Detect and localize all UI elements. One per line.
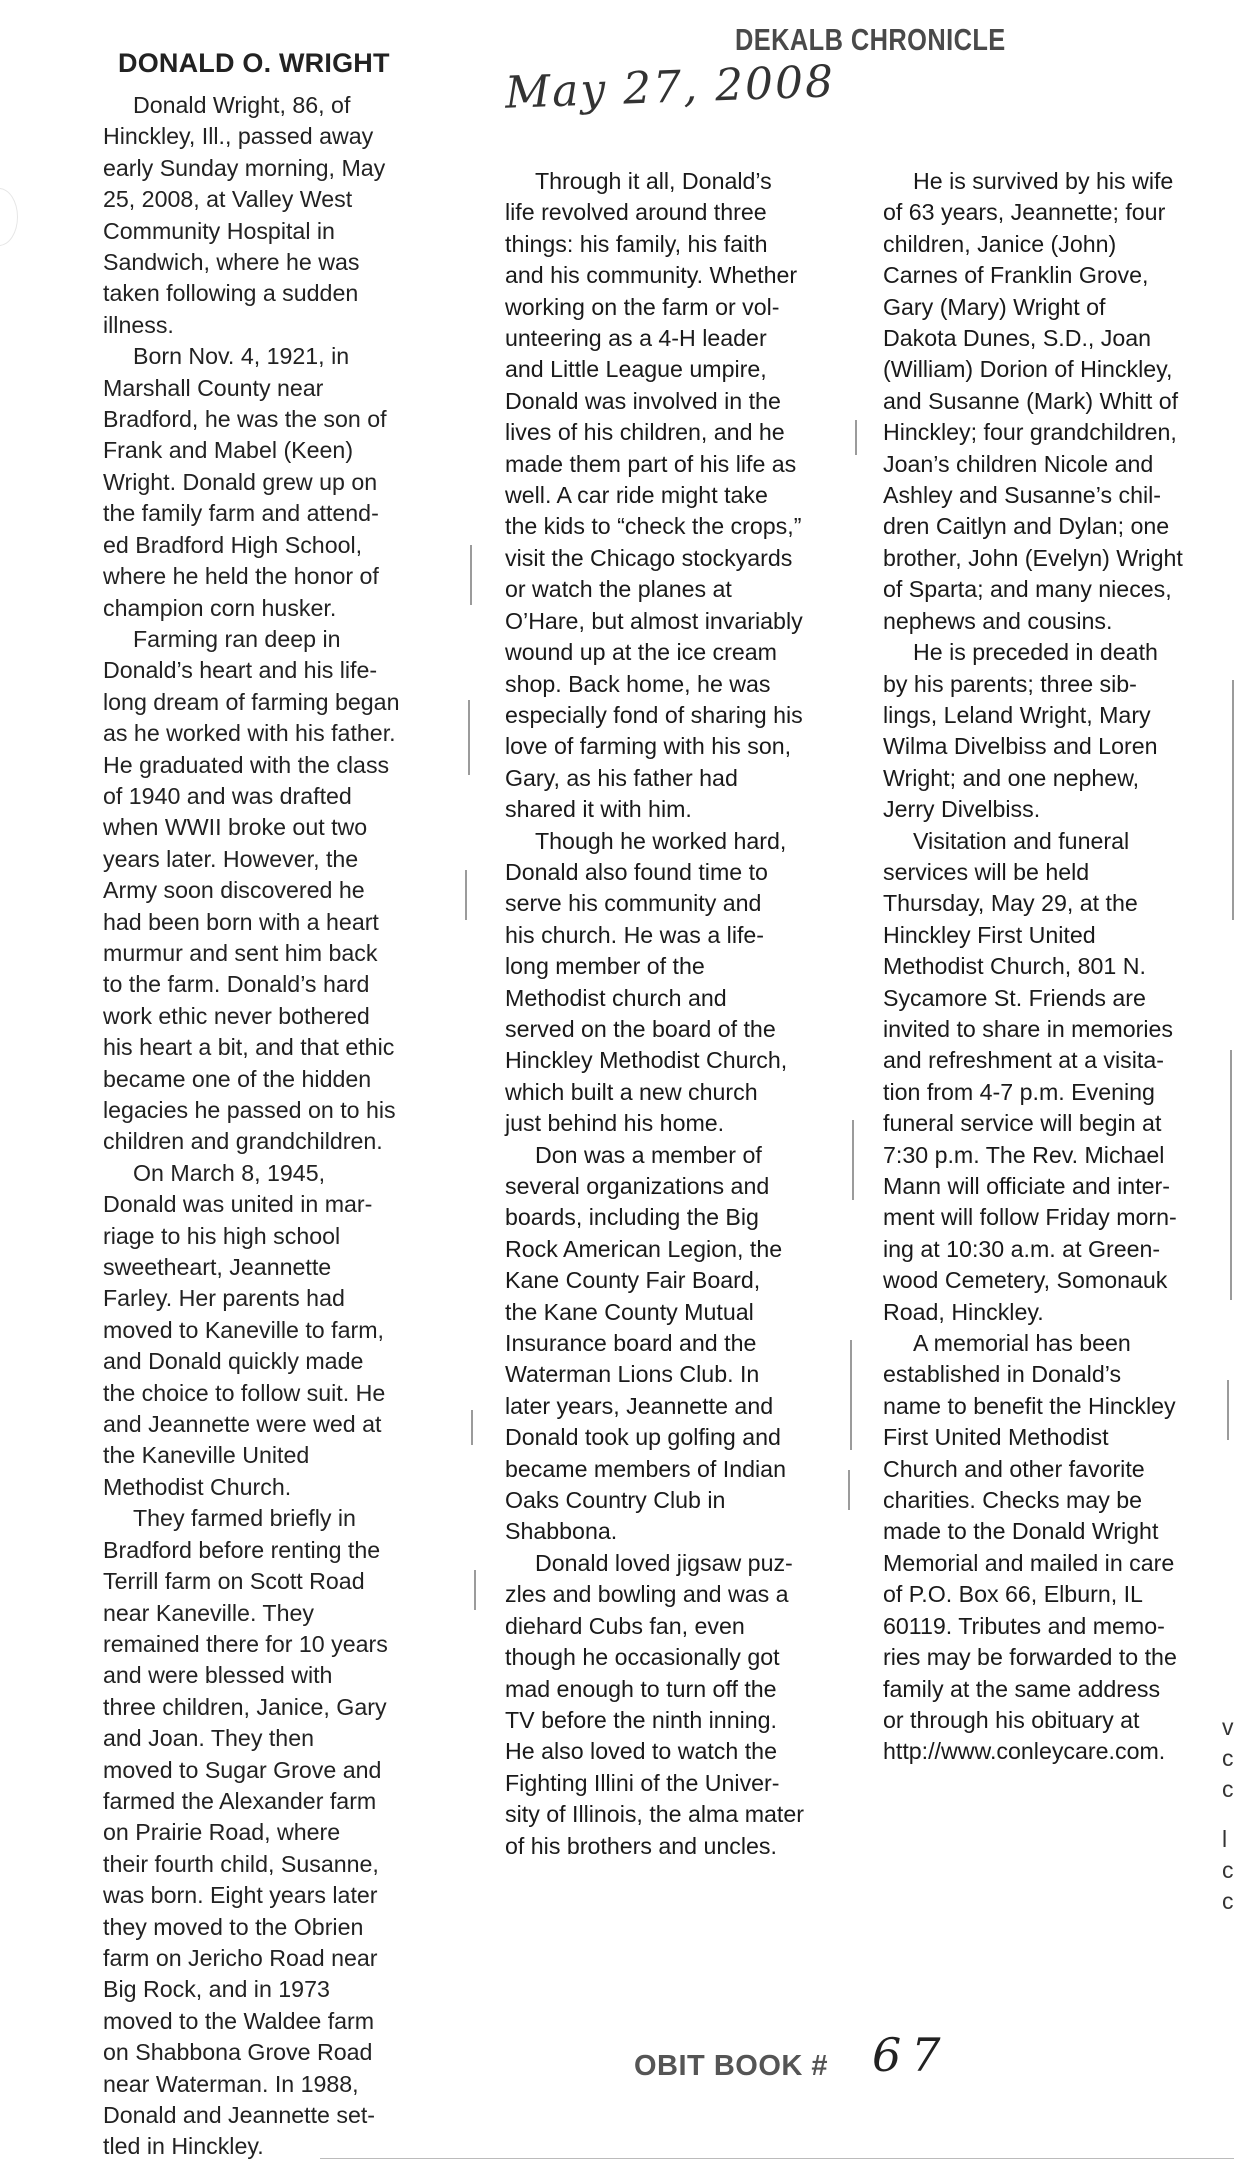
text-line: Methodist church and xyxy=(505,984,727,1011)
text-line: had been born with a heart xyxy=(103,908,379,935)
text-line: just behind his home. xyxy=(505,1110,725,1137)
text-line: love of farming with his son, xyxy=(505,733,792,760)
text-line: Kane County Fair Board, xyxy=(505,1267,761,1294)
text-line: Dakota Dunes, S.D., Joan xyxy=(883,325,1152,352)
text-line: years later. However, the xyxy=(103,845,359,872)
text-line: later years, Jeannette and xyxy=(505,1392,774,1419)
text-line: Fighting Illini of the Univer- xyxy=(505,1769,780,1796)
text-line: ing at 10:30 a.m. at Green- xyxy=(883,1235,1161,1262)
text-line: shop. Back home, he was xyxy=(505,670,771,697)
paragraph-first-line: Through it all, Donald’s xyxy=(535,168,772,194)
edge-text-fragment: c xyxy=(1222,1745,1234,1771)
text-line: Frank and Mabel (Keen) xyxy=(103,437,354,464)
paragraph-first-line: Donald loved jigsaw puz- xyxy=(535,1549,793,1576)
text-line: Army soon discovered he xyxy=(103,877,365,904)
text-line: several organizations and xyxy=(505,1173,770,1199)
text-line: (William) Dorion of Hinckley, xyxy=(883,356,1173,383)
text-line: children and grandchildren. xyxy=(103,1128,383,1155)
text-line: his heart a bit, and that ethic xyxy=(103,1034,395,1061)
text-line: wood Cemetery, Somonauk xyxy=(883,1267,1168,1294)
text-line: Community Hospital in xyxy=(103,217,335,244)
text-line: on Shabbona Grove Road xyxy=(103,2039,373,2066)
text-line: of P.O. Box 66, Elburn, IL xyxy=(883,1581,1143,1608)
paragraph-first-line: He is survived by his wife xyxy=(913,168,1174,194)
text-line: Terrill farm on Scott Road xyxy=(103,1568,365,1595)
text-line: especially fond of sharing his xyxy=(505,701,803,728)
text-line: well. A car ride might take xyxy=(505,482,768,509)
text-line: 60119. Tributes and memo- xyxy=(883,1612,1165,1639)
text-line: of Sparta; and many nieces, xyxy=(883,576,1172,603)
text-line: Carnes of Franklin Grove, xyxy=(883,262,1149,289)
handwritten-date: May 27, 2008 xyxy=(504,56,836,119)
text-line: Church and other favorite xyxy=(883,1455,1145,1482)
text-line: the Kaneville United xyxy=(103,1442,310,1469)
text-line: Donald was united in mar- xyxy=(103,1191,373,1218)
text-line: children, Janice (John) xyxy=(883,230,1117,257)
paragraph-first-line: He is preceded in death xyxy=(913,639,1158,666)
text-line: long dream of farming began xyxy=(103,688,400,715)
text-line: the kids to “check the crops,” xyxy=(505,513,802,540)
text-line: tled in Hinckley. xyxy=(103,2133,264,2160)
text-line: and his community. Whether xyxy=(505,262,798,289)
text-line: ment will follow Friday morn- xyxy=(883,1204,1177,1231)
paragraph-first-line: Though he worked hard, xyxy=(535,827,787,854)
text-line: Donald and Jeannette set- xyxy=(103,2102,376,2128)
bottom-rule xyxy=(320,2158,1234,2159)
text-line: diehard Cubs fan, even xyxy=(505,1612,745,1639)
paragraph-first-line: Visitation and funeral xyxy=(913,827,1130,854)
column-rule xyxy=(470,545,472,605)
text-line: Road, Hinckley. xyxy=(883,1298,1044,1325)
text-line: Sandwich, where he was xyxy=(103,249,360,276)
text-line: long member of the xyxy=(505,953,705,980)
text-line: brother, John (Evelyn) Wright xyxy=(883,544,1183,571)
handwritten-book-number: 67 xyxy=(872,2028,951,2082)
text-line: which built a new church xyxy=(505,1078,758,1105)
text-line: of his brothers and uncles. xyxy=(505,1832,777,1859)
text-line: He graduated with the class xyxy=(103,751,390,778)
text-line: and refreshment at a visita- xyxy=(883,1047,1164,1074)
text-line: O’Hare, but almost invariably xyxy=(505,607,803,634)
text-line: Memorial and mailed in care xyxy=(883,1549,1175,1576)
scan-artifact-circle xyxy=(0,188,18,246)
text-line: they moved to the Obrien xyxy=(103,1913,364,1940)
text-line: services will be held xyxy=(883,858,1090,885)
text-line: or watch the planes at xyxy=(505,576,732,603)
text-line: Jerry Divelbiss. xyxy=(883,796,1041,823)
text-line: murmur and sent him back xyxy=(103,939,378,966)
column-rule xyxy=(465,870,467,920)
paragraph-first-line: They farmed briefly in xyxy=(133,1505,356,1532)
text-line: lives of his children, and he xyxy=(505,419,785,446)
text-line: Waterman Lions Club. In xyxy=(505,1361,760,1388)
text-line: their fourth child, Susanne, xyxy=(103,1850,379,1877)
text-line: things: his family, his faith xyxy=(505,230,768,257)
text-line: on Prairie Road, where xyxy=(103,1819,341,1846)
text-line: established in Donald’s xyxy=(883,1361,1122,1388)
text-line: lings, Leland Wright, Mary xyxy=(883,701,1151,728)
text-line: and Susanne (Mark) Whitt of xyxy=(883,387,1179,414)
text-line: illness. xyxy=(103,311,174,338)
text-line: made them part of his life as xyxy=(505,450,797,477)
column-rule xyxy=(471,1410,473,1445)
column-rule xyxy=(474,1570,476,1610)
text-line: made to the Donald Wright xyxy=(883,1518,1159,1545)
text-line: riage to his high school xyxy=(103,1222,341,1249)
text-line: sweetheart, Jeannette xyxy=(103,1254,332,1281)
text-line: served on the board of the xyxy=(505,1015,776,1042)
text-line: Wright; and one nephew, xyxy=(883,764,1140,791)
text-line: the family farm and attend- xyxy=(103,500,379,527)
text-line: was born. Eight years later xyxy=(103,1882,378,1909)
text-line: Gary, as his father had xyxy=(505,764,738,791)
text-line: early Sunday morning, May xyxy=(103,154,386,181)
text-line: 25, 2008, at Valley West xyxy=(103,186,353,213)
edge-text-fragment: c xyxy=(1222,1776,1234,1802)
text-line: by his parents; three sib- xyxy=(883,670,1137,697)
text-line: and Little League umpire, xyxy=(505,356,767,383)
text-line: shared it with him. xyxy=(505,796,692,823)
text-line: as he worked with his father. xyxy=(103,720,396,747)
text-line: or through his obituary at xyxy=(883,1706,1140,1733)
text-line: Donald also found time to xyxy=(505,858,768,885)
text-line: TV before the ninth inning. xyxy=(505,1706,777,1733)
text-line: Donald’s heart and his life- xyxy=(103,657,378,684)
text-line: sity of Illinois, the alma mater xyxy=(505,1801,804,1828)
column-rule xyxy=(855,420,857,455)
obit-book-stamp: OBIT BOOK # xyxy=(634,2050,829,2082)
text-line: legacies he passed on to his xyxy=(103,1097,396,1123)
paragraph-first-line: Donald Wright, 86, of xyxy=(133,92,351,118)
text-line: Joan’s children Nicole and xyxy=(883,450,1154,477)
text-line: became members of Indian xyxy=(505,1455,786,1482)
text-line: Hinckley; four grandchildren, xyxy=(883,419,1177,446)
text-line: moved to Kaneville to farm, xyxy=(103,1316,384,1343)
text-line: Wilma Divelbiss and Loren xyxy=(883,733,1158,760)
text-line: invited to share in memories xyxy=(883,1015,1173,1042)
text-line: charities. Checks may be xyxy=(883,1487,1143,1514)
text-line: working on the farm or vol- xyxy=(505,293,780,320)
text-line: champion corn husker. xyxy=(103,594,337,621)
text-line: boards, including the Big xyxy=(505,1204,759,1231)
column-rule xyxy=(468,700,470,775)
text-line: and Joan. They then xyxy=(103,1725,314,1752)
paragraph-first-line: Born Nov. 4, 1921, in xyxy=(133,343,350,370)
edge-text-fragment: l xyxy=(1222,1826,1228,1852)
text-line: and were blessed with xyxy=(103,1662,333,1689)
text-line: Hinckley First United xyxy=(883,921,1096,948)
text-line: http://www.conleycare.com. xyxy=(883,1738,1166,1765)
text-line: moved to Sugar Grove and xyxy=(103,1756,382,1783)
text-line: remained there for 10 years xyxy=(103,1630,388,1657)
text-line: the Kane County Mutual xyxy=(505,1298,754,1325)
text-line: near Kaneville. They xyxy=(103,1599,314,1626)
text-line: unteering as a 4-H leader xyxy=(505,325,767,352)
text-line: First United Methodist xyxy=(883,1424,1109,1451)
text-line: He also loved to watch the xyxy=(505,1738,777,1765)
text-line: where he held the honor of xyxy=(103,563,379,590)
text-line: to the farm. Donald’s hard xyxy=(103,971,370,998)
text-line: moved to the Waldee farm xyxy=(103,2007,375,2034)
text-line: farmed the Alexander farm xyxy=(103,1787,377,1814)
text-line: Shabbona. xyxy=(505,1518,618,1545)
text-line: Oaks Country Club in xyxy=(505,1487,726,1514)
paragraph-first-line: Don was a member of xyxy=(535,1141,762,1168)
text-line: 7:30 p.m. The Rev. Michael xyxy=(883,1141,1165,1168)
text-line: became one of the hidden xyxy=(103,1065,372,1092)
obituary-headline: DONALD O. WRIGHT xyxy=(118,48,390,78)
text-line: and Jeannette were wed at xyxy=(103,1411,382,1438)
text-line: name to benefit the Hinckley xyxy=(883,1392,1176,1419)
column-rule xyxy=(1227,1380,1229,1440)
text-line: Methodist Church, 801 N. xyxy=(883,953,1146,980)
text-line: Bradford, he was the son of xyxy=(103,406,387,433)
column-rule xyxy=(848,1470,850,1510)
edge-text-fragment: c xyxy=(1222,1888,1234,1914)
paragraph-first-line: A memorial has been xyxy=(913,1330,1131,1357)
text-line: Wright. Donald grew up on xyxy=(103,468,378,495)
text-line: Thursday, May 29, at the xyxy=(883,890,1138,917)
text-line: and Donald quickly made xyxy=(103,1348,364,1375)
text-line: family at the same address xyxy=(883,1675,1161,1702)
text-line: Gary (Mary) Wright of xyxy=(883,293,1106,320)
text-line: when WWII broke out two xyxy=(103,814,368,841)
article-column-middle xyxy=(505,166,855,1862)
text-line: Insurance board and the xyxy=(505,1330,757,1357)
text-line: farm on Jericho Road near xyxy=(103,1944,378,1971)
text-line: Marshall County near xyxy=(103,374,324,401)
text-line: mad enough to turn off the xyxy=(505,1675,777,1702)
text-line: zles and bowling and was a xyxy=(505,1581,789,1608)
text-line: Farley. Her parents had xyxy=(103,1285,345,1312)
column-rule xyxy=(850,1340,852,1450)
text-line: funeral service will begin at xyxy=(883,1110,1162,1137)
text-line: taken following a sudden xyxy=(103,280,359,307)
text-line: Bradford before renting the xyxy=(103,1536,381,1563)
text-line: work ethic never bothered xyxy=(103,1002,370,1029)
article-column-left xyxy=(103,90,443,2163)
text-line: the choice to follow suit. He xyxy=(103,1379,386,1406)
text-line: three children, Janice, Gary xyxy=(103,1693,387,1720)
text-line: of 63 years, Jeannette; four xyxy=(883,199,1166,226)
paragraph-first-line: Farming ran deep in xyxy=(133,625,341,652)
text-line: Ashley and Susanne’s chil- xyxy=(883,482,1161,509)
text-line: Methodist Church. xyxy=(103,1473,292,1500)
text-line: life revolved around three xyxy=(505,199,767,226)
text-line: of 1940 and was drafted xyxy=(103,782,352,809)
text-line: Hinckley, Ill., passed away xyxy=(103,123,374,150)
text-line: nephews and cousins. xyxy=(883,607,1113,634)
text-line: Rock American Legion, the xyxy=(505,1235,783,1262)
edge-text-fragment: v xyxy=(1222,1714,1234,1740)
text-line: ed Bradford High School, xyxy=(103,531,363,558)
article-column-right xyxy=(883,166,1233,1768)
text-line: wound up at the ice cream xyxy=(505,639,777,666)
text-line: Donald took up golfing and xyxy=(505,1424,781,1451)
text-line: tion from 4-7 p.m. Evening xyxy=(883,1078,1155,1105)
text-line: serve his community and xyxy=(505,890,762,917)
column-rule xyxy=(852,1120,854,1200)
text-line: Sycamore St. Friends are xyxy=(883,984,1146,1011)
text-line: Mann will officiate and inter- xyxy=(883,1173,1170,1199)
text-line: Big Rock, and in 1973 xyxy=(103,1976,330,2003)
text-line: near Waterman. In 1988, xyxy=(103,2070,359,2097)
edge-text-fragment: c xyxy=(1222,1857,1234,1883)
text-line: ries may be forwarded to the xyxy=(883,1644,1177,1671)
text-line: visit the Chicago stockyards xyxy=(505,544,793,571)
text-line: Hinckley Methodist Church, xyxy=(505,1047,788,1074)
newspaper-masthead-stamp: DEKALB CHRONICLE xyxy=(735,22,1006,57)
text-line: though he occasionally got xyxy=(505,1644,780,1671)
text-line: dren Caitlyn and Dylan; one xyxy=(883,513,1170,540)
text-line: Donald was involved in the xyxy=(505,387,781,414)
paragraph-first-line: On March 8, 1945, xyxy=(133,1159,326,1186)
text-line: his church. He was a life- xyxy=(505,921,765,948)
column-rule xyxy=(1230,1050,1232,1300)
